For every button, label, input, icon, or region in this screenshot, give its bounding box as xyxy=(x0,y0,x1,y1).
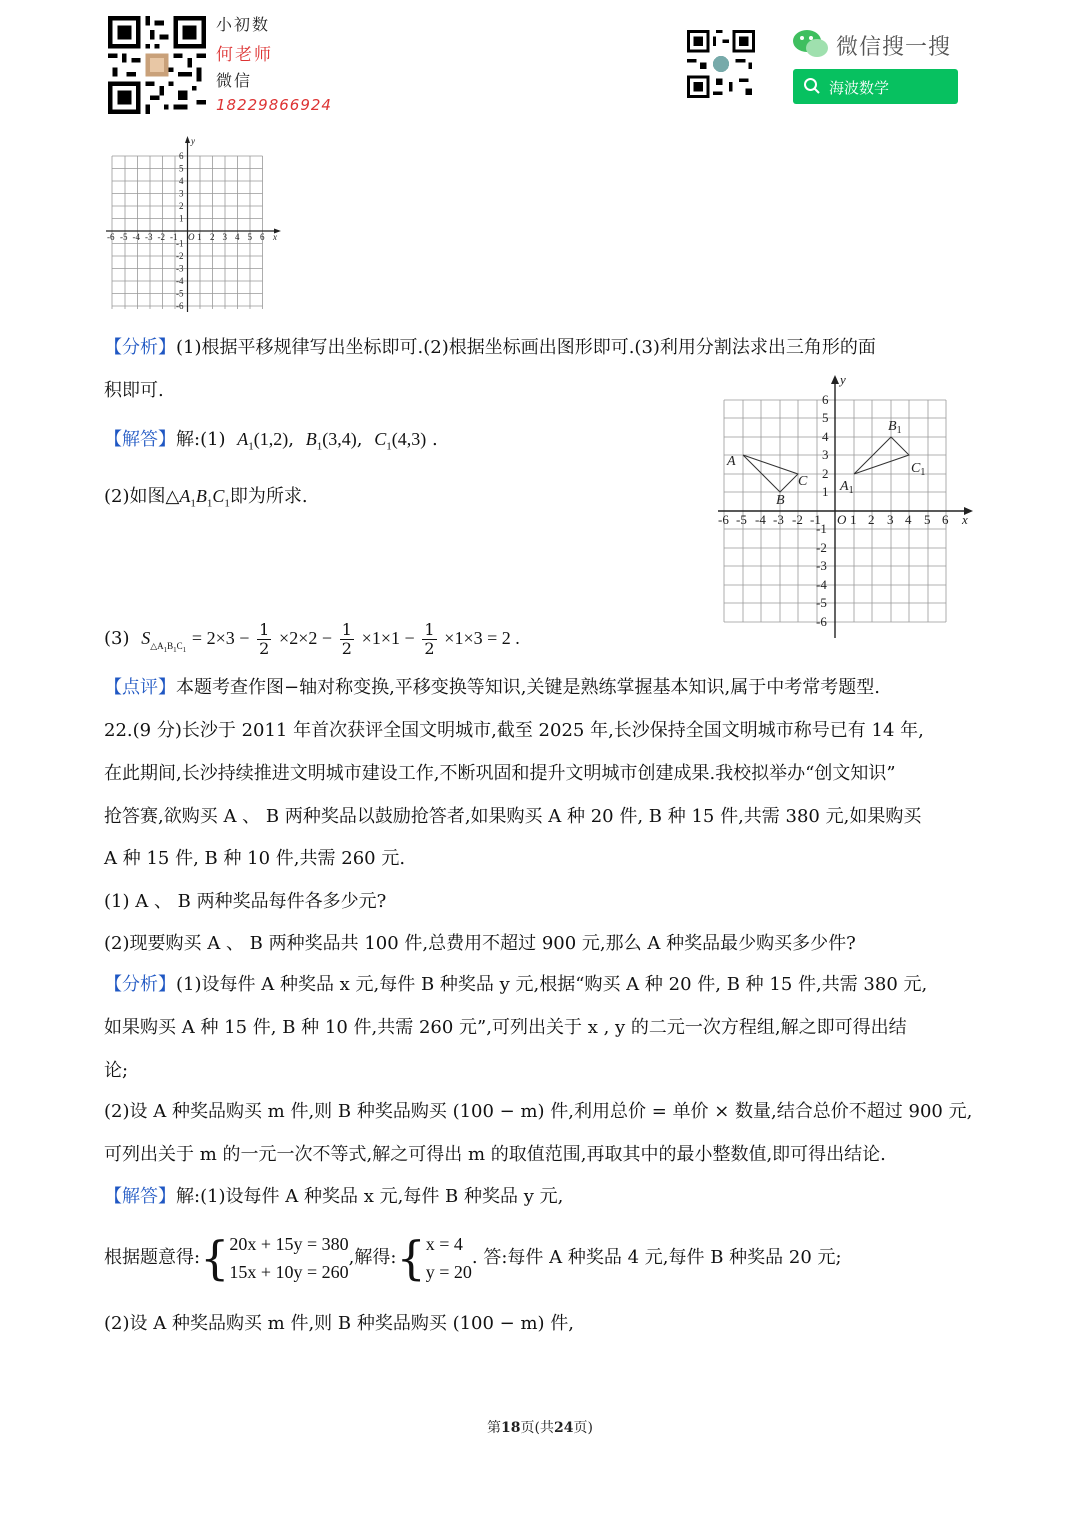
analysis-text: (1)根据平移规律写出坐标即可.(2)根据坐标画出图形即可.(3)利用分割法求出三角形的面 xyxy=(176,337,876,358)
svg-text:1: 1 xyxy=(822,484,829,499)
q22-subquestion-1: (1) A 、 B 两种奖品每件各多少元? xyxy=(104,891,387,912)
page-total: 24 xyxy=(554,1420,574,1436)
grid1-y-tick: -2 xyxy=(176,251,184,261)
contact-wechat-line: 微信 xyxy=(216,71,253,90)
svg-text:5: 5 xyxy=(822,410,829,425)
svg-text:5: 5 xyxy=(924,512,931,527)
grid1-x-tick: -1 xyxy=(170,232,178,242)
grid1-y-tick: -4 xyxy=(176,276,184,286)
svg-text:3: 3 xyxy=(887,512,894,527)
q21-analysis-line2: 积即可. xyxy=(104,380,164,401)
q22-analysis-line1: 【分析】(1)设每件 A 种奖品 x 元,每件 B 种奖品 y 元,根据“购买 A 种 20 件, B 种 15 件,共需 380 元, xyxy=(104,974,928,995)
grid2-x-label: x xyxy=(962,512,968,527)
contact-teacher-line: 何老师 xyxy=(216,45,273,65)
grid1-y-tick: 5 xyxy=(179,163,184,174)
q22-analysis-line4: (2)设 A 种奖品购买 m 件,则 B 种奖品购买 (100 − m) 件,利用总价 = 单价 × 数量,结合总价不超过 900 元, xyxy=(104,1101,973,1122)
q22-analysis-line5: 可列出关于 m 的一元一次不等式,解之可得出 m 的取值范围,再取其中的最小整数值,即可得出结论. xyxy=(104,1144,886,1165)
grid1-origin: O xyxy=(188,232,195,242)
svg-text:-5: -5 xyxy=(736,512,747,527)
contact-name-line: 小初数 xyxy=(216,15,271,34)
coordinate-grid-empty xyxy=(103,134,285,316)
svg-text:3: 3 xyxy=(822,447,829,462)
point-label-A: A xyxy=(727,454,736,469)
q22-subquestion-2: (2)现要购买 A 、 B 两种奖品共 100 件,总费用不超过 900 元,那么 A 种奖品最少购买多少件? xyxy=(104,933,856,954)
search-button[interactable] xyxy=(793,69,958,104)
analysis-tag: 【分析】 xyxy=(104,974,176,995)
q21-answer-part2: (2)如图$\triangle A_1B_1C_1$即为所求. xyxy=(104,486,308,510)
svg-text:2: 2 xyxy=(868,512,875,527)
svg-text:-5: -5 xyxy=(816,595,827,610)
q22-equation-line: 根据题意得: { 20x + 15y = 380 15x + 10y = 260 ,解得: { x = 4 y = 20 . 答:每件 A 种奖品 4 元,每件 B 种奖品 20 元; xyxy=(104,1231,842,1285)
grid2-y-label: y xyxy=(840,372,846,387)
svg-text:2: 2 xyxy=(822,466,829,481)
search-icon xyxy=(803,77,821,95)
grid1-y-tick: -5 xyxy=(176,288,184,299)
svg-text:-4: -4 xyxy=(755,512,766,527)
grid1-y-tick: 1 xyxy=(179,213,184,224)
q22-text-line2: 在此期间,长沙持续推进文明城市建设工作,不断巩固和提升文明城市创建成果.我校拟举办“创文知识” xyxy=(104,763,896,784)
solution-system: x = 4 y = 20 xyxy=(425,1234,472,1282)
grid1-y-label: y xyxy=(191,136,195,146)
q22-analysis-line3: 论; xyxy=(104,1060,129,1081)
q22-analysis-line2: 如果购买 A 种 15 件, B 种 10 件,共需 260 元”,可列出关于 x , y 的二元一次方程组,解之即可得出结 xyxy=(104,1017,907,1038)
left-brace: { xyxy=(396,1231,426,1285)
q21-analysis-line1 xyxy=(104,337,876,359)
qr-code-right xyxy=(687,30,755,98)
grid1-x-tick: -4 xyxy=(132,232,140,242)
grid1-x-tick: 6 xyxy=(260,232,265,242)
equation-system: 20x + 15y = 380 15x + 10y = 260 xyxy=(229,1234,349,1282)
grid1-x-tick: -3 xyxy=(145,232,153,242)
comment-tag: 【点评】 xyxy=(104,677,176,698)
grid1-y-tick: 2 xyxy=(179,201,184,211)
svg-text:-2: -2 xyxy=(816,540,827,555)
grid1-y-tick: -6 xyxy=(176,301,184,311)
grid1-x-tick: -5 xyxy=(120,232,128,242)
page-number: 18 xyxy=(501,1420,521,1436)
grid1-y-tick: 4 xyxy=(179,176,184,186)
q21-answer-part3: (3) $S_{\triangle A_1B_1C_1} = 2\times 3$ − $\frac{1}{2}$ ×2×2 − $\frac{1}{2}$ ×1×1 − $\frac{1}{2}$ ×1×3 = 2 . xyxy=(104,619,520,658)
svg-text:-2: -2 xyxy=(792,512,803,527)
point-label-A1: $A_1$ xyxy=(840,479,854,496)
q22-answer-line2: (2)设 A 种奖品购买 m 件,则 B 种奖品购买 (100 − m) 件, xyxy=(104,1313,575,1334)
answer-tag: 【解答】 xyxy=(104,429,176,450)
grid1-x-tick: -6 xyxy=(107,232,115,242)
svg-text:-3: -3 xyxy=(816,558,827,573)
svg-text:4: 4 xyxy=(905,512,912,527)
grid1-x-tick: 1 xyxy=(197,232,202,242)
point-label-C1: $C_1$ xyxy=(911,461,926,478)
contact-phone-line: 18229866924 xyxy=(216,96,332,114)
grid1-x-label: x xyxy=(273,232,277,242)
svg-text:6: 6 xyxy=(822,392,829,407)
grid1-y-tick: -1 xyxy=(176,238,184,249)
svg-text:1: 1 xyxy=(850,512,857,527)
q22-text-line1: 22.(9 分)长沙于 2011 年首次获评全国文明城市,截至 2025 年,长沙保持全国文明城市称号已有 14 年, xyxy=(104,720,924,741)
svg-text:-6: -6 xyxy=(718,512,729,527)
svg-text:-1: -1 xyxy=(810,512,821,527)
svg-text:6: 6 xyxy=(942,512,949,527)
q21-answer-part1: 【解答】解:(1) $A_1(1,2)$, $B_1(3,4)$, $C_1(4,3)$ . xyxy=(104,429,438,453)
answer-tag: 【解答】 xyxy=(104,1186,176,1207)
svg-text:-1: -1 xyxy=(816,521,827,536)
wechat-search-label: 微信搜一搜 xyxy=(836,35,952,60)
grid1-y-tick: -3 xyxy=(176,263,184,274)
svg-text:4: 4 xyxy=(822,429,829,444)
analysis-tag: 【分析】 xyxy=(104,337,176,358)
grid1-y-tick: 6 xyxy=(179,151,184,161)
page-footer: 第18页(共24页) xyxy=(487,1420,593,1436)
point-label-B: B xyxy=(776,493,785,508)
grid1-x-tick: 5 xyxy=(247,232,252,242)
grid1-x-tick: 3 xyxy=(222,232,227,242)
grid1-x-tick: 4 xyxy=(235,232,240,242)
q22-text-line3: 抢答赛,欲购买 A 、 B 两种奖品以鼓励抢答者,如果购买 A 种 20 件, B 种 15 件,共需 380 元,如果购买 xyxy=(104,806,922,827)
qr-code-left xyxy=(108,16,206,114)
q22-text-line4: A 种 15 件, B 种 10 件,共需 260 元. xyxy=(104,848,406,869)
grid1-x-tick: -2 xyxy=(157,232,165,242)
point-label-C: C xyxy=(798,474,808,489)
grid1-x-tick: 2 xyxy=(210,232,215,242)
coordinate-grid-triangles xyxy=(718,372,976,642)
wechat-icon xyxy=(792,28,830,60)
svg-text:-4: -4 xyxy=(816,577,827,592)
grid2-origin: O xyxy=(837,512,847,527)
grid1-y-tick: 3 xyxy=(179,188,184,199)
point-label-B1: $B_1$ xyxy=(888,419,902,436)
search-button-label: 海波数学 xyxy=(829,79,890,97)
left-brace: { xyxy=(200,1231,230,1285)
q22-answer-line1: 【解答】解:(1)设每件 A 种奖品 x 元,每件 B 种奖品 y 元, xyxy=(104,1186,564,1207)
svg-text:-6: -6 xyxy=(816,614,827,629)
q21-comment: 【点评】本题考查作图−轴对称变换,平移变换等知识,关键是熟练掌握基本知识,属于中考常考题型. xyxy=(104,677,880,698)
svg-text:-3: -3 xyxy=(773,512,784,527)
